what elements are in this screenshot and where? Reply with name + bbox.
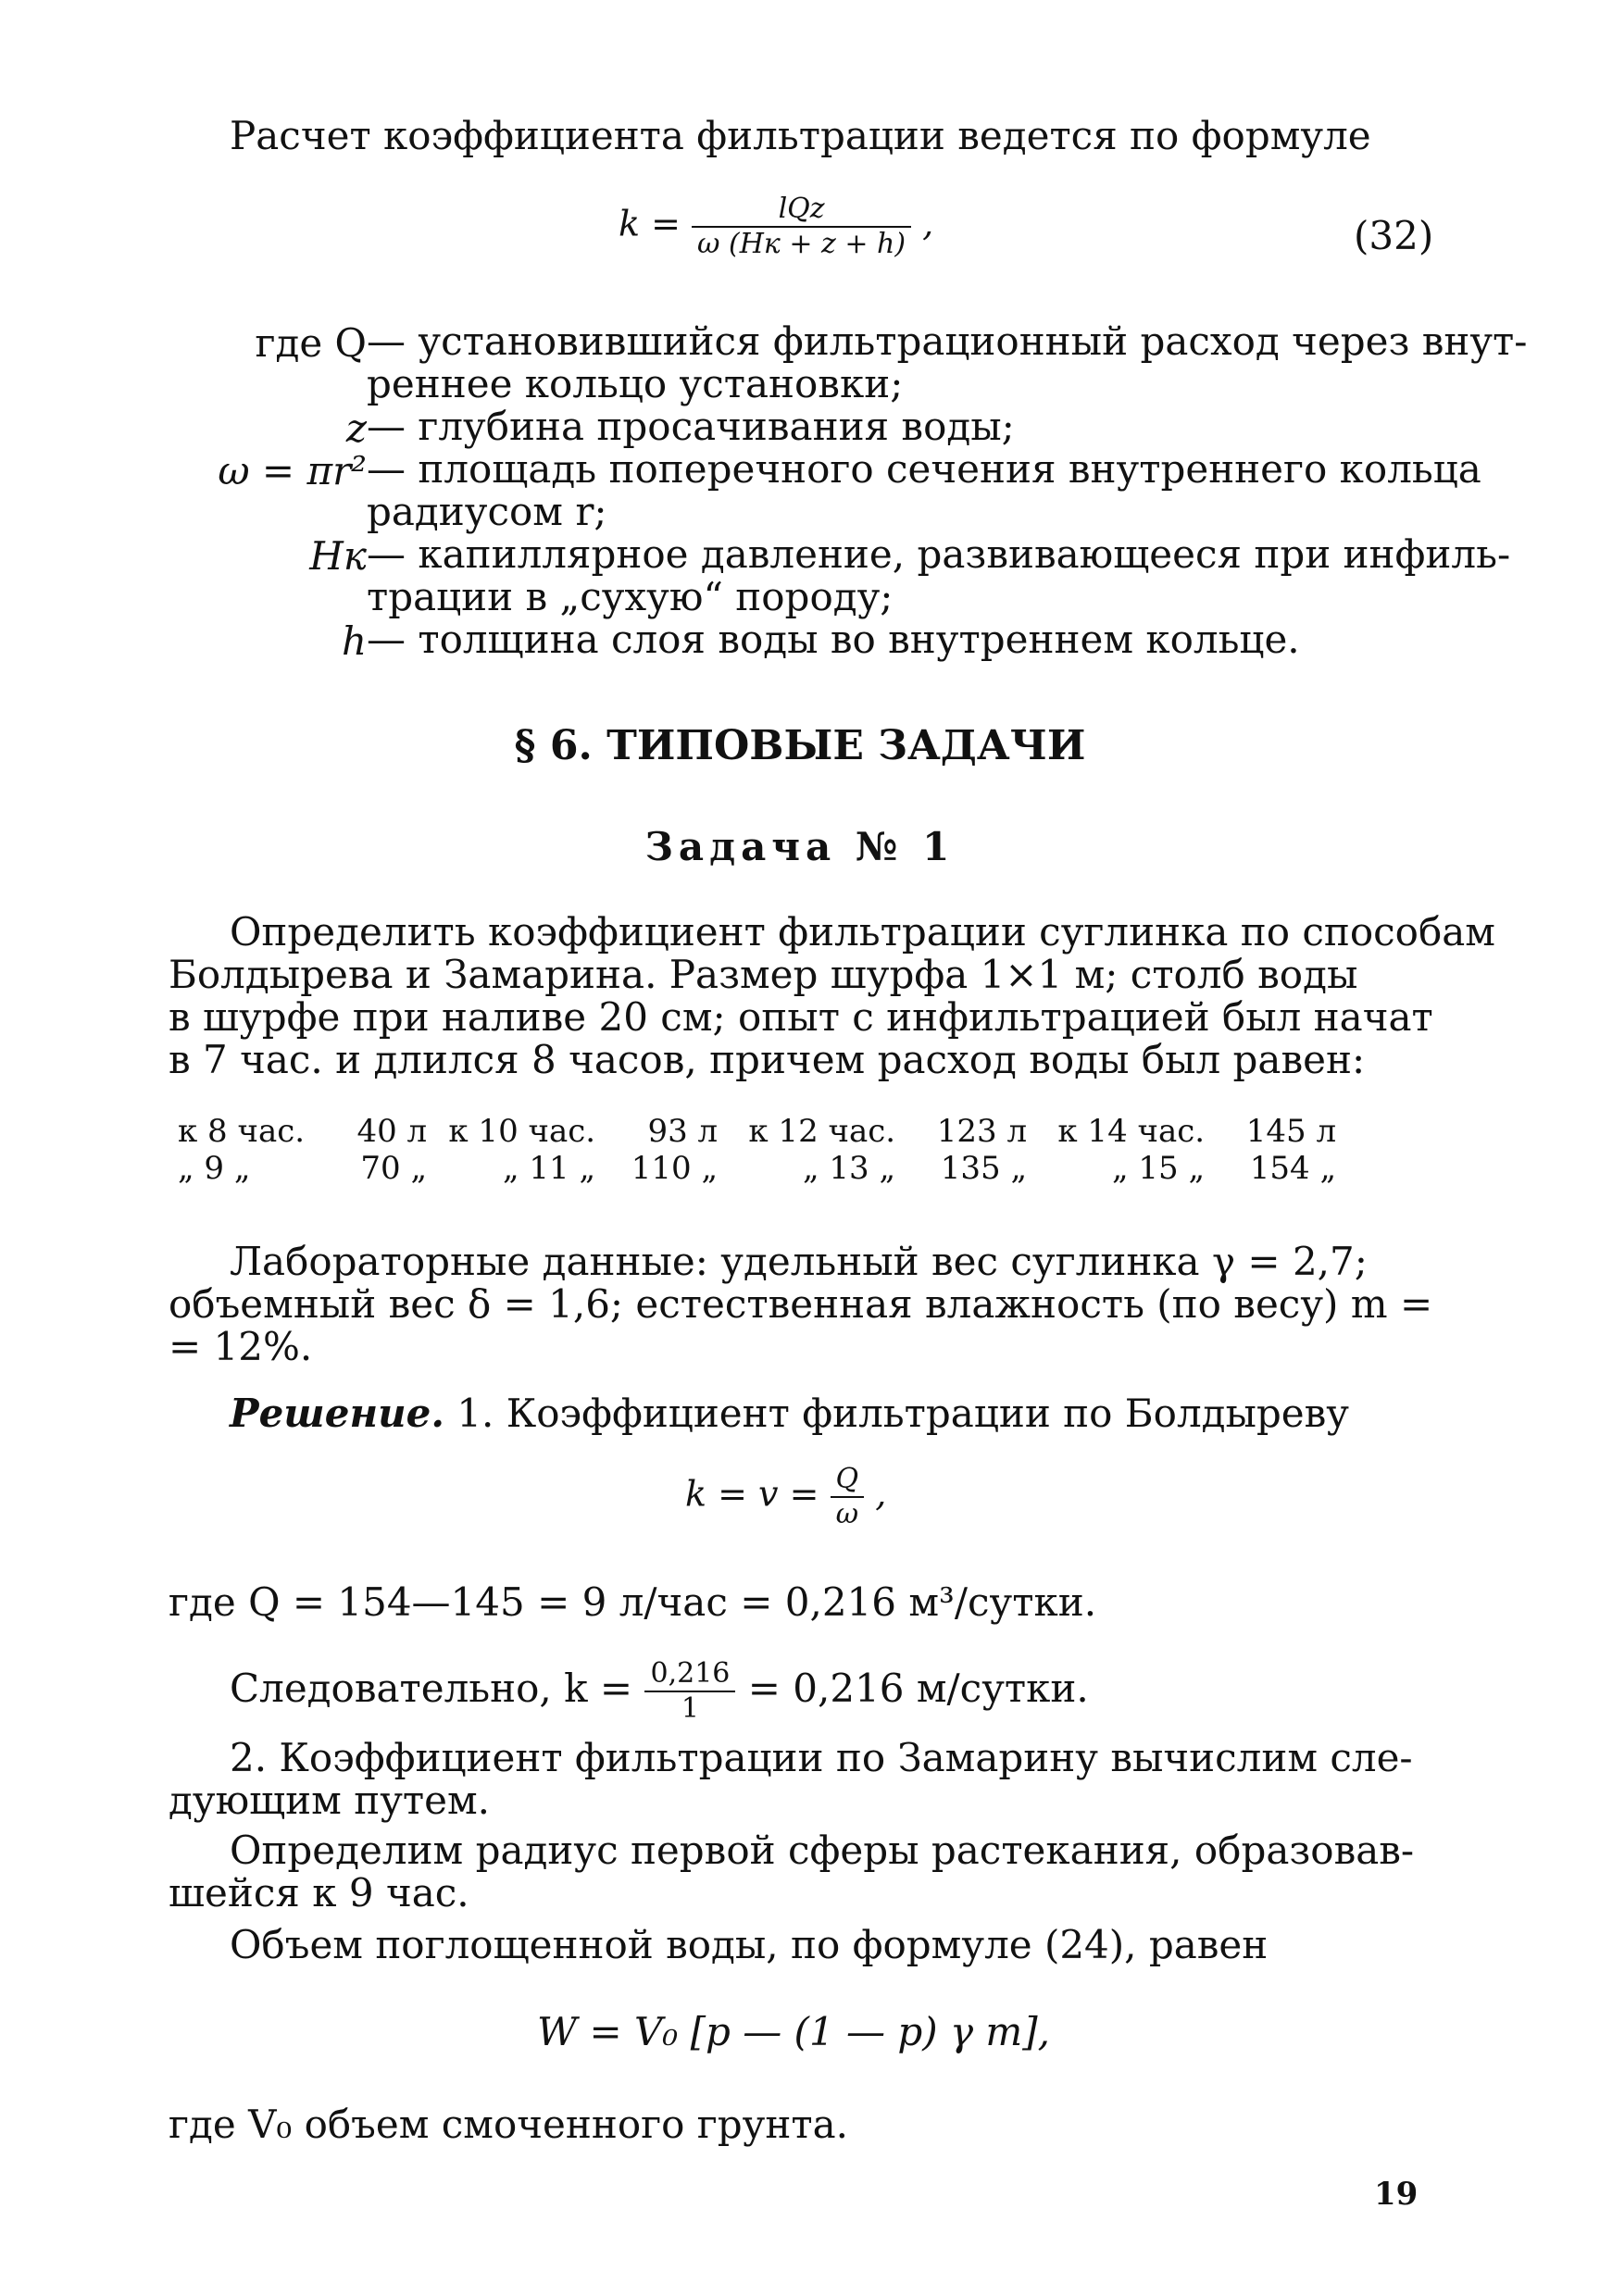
radius-text-line: шейся к 9 час.	[169, 1870, 469, 1915]
flow-table	[172, 1113, 1342, 1187]
table-cell: 40 л	[356, 1113, 428, 1150]
table-row	[172, 1113, 1342, 1150]
table-cell: 70 „	[360, 1150, 428, 1187]
hence-numerator: 0,216	[644, 1657, 735, 1692]
where-v-text: где V₀ объем смоченного грунта.	[169, 2102, 848, 2147]
hence-suffix: = 0,216 м/сутки.	[747, 1666, 1089, 1711]
hence-fraction	[644, 1657, 735, 1726]
task-text-line: Определить коэффициент фильтрации суглинка по способам	[230, 909, 1495, 955]
formula-32-denominator: ω (Hк + z + h)	[697, 228, 906, 260]
definition-term: z	[345, 406, 367, 451]
formula-boldyrev-tail: ,	[875, 1473, 887, 1515]
task-text-line: Болдырева и Замарина. Размер шурфа 1×1 м; столб воды	[169, 952, 1358, 997]
definition-desc: — толщина слоя воды во внутреннем кольце.	[367, 617, 1300, 662]
definition-desc: — капиллярное давление, развивающееся при инфиль-	[367, 531, 1511, 577]
table-row	[172, 1150, 1342, 1187]
formula-boldyrev-lhs: k = v =	[685, 1473, 819, 1515]
hence-denominator: 1	[681, 1692, 699, 1725]
formula-32-tail: ,	[922, 203, 934, 244]
radius-text-line: Определим радиус первой сферы растекания, образовав-	[230, 1828, 1415, 1873]
table-cell: 110 „	[631, 1150, 719, 1187]
table-cell: „ 11 „	[503, 1150, 596, 1187]
lab-text-line: Лабораторные данные: удельный вес суглинка γ = 2,7;	[230, 1239, 1368, 1284]
table-cell: 123 л	[936, 1113, 1028, 1150]
solution-step-2-line: 2. Коэффициент фильтрации по Замарину вычислим сле-	[230, 1735, 1413, 1780]
table-cell: к 8 час.	[178, 1113, 306, 1150]
formula-32-fraction	[692, 193, 911, 261]
table-cell: к 12 час.	[748, 1113, 896, 1150]
task-heading: Задача № 1	[644, 824, 956, 869]
lab-text-line: объемный вес δ = 1,6; естественная влажность (по весу) m =	[169, 1281, 1433, 1327]
definition-desc: — площадь поперечного сечения внутреннего кольца	[367, 446, 1481, 492]
table-cell: 154 „	[1249, 1150, 1337, 1187]
formula-boldyrev	[685, 1463, 886, 1531]
lab-text-line: = 12%.	[169, 1324, 313, 1369]
section-heading: § 6. ТИПОВЫЕ ЗАДАЧИ	[514, 722, 1086, 769]
volume-text: Объем поглощенной воды, по формуле (24), равен	[230, 1922, 1269, 1967]
formula-32	[619, 193, 933, 261]
definition-desc: — глубина просачивания воды;	[367, 404, 1015, 449]
definition-term: где Q	[255, 320, 367, 366]
table-cell: 135 „	[940, 1150, 1028, 1187]
table-cell: к 10 час.	[448, 1113, 596, 1150]
definition-term: ω = πr²	[218, 448, 367, 493]
formula-boldyrev-denominator: ω	[835, 1498, 859, 1530]
formula-boldyrev-fraction	[831, 1463, 865, 1531]
intro-text: Расчет коэффициента фильтрации ведется по формуле	[230, 113, 1371, 158]
task-text-line: в шурфе при наливе 20 см; опыт с инфильтрацией был начат	[169, 994, 1433, 1040]
where-q-text: где Q = 154—145 = 9 л/час = 0,216 м³/сутки.	[169, 1579, 1097, 1625]
formula-32-numerator: lQz	[692, 193, 911, 228]
table-cell: „ 9 „	[178, 1150, 251, 1187]
solution-step-2-line: дующим путем.	[169, 1778, 491, 1823]
solution-label: Решение.	[230, 1391, 444, 1436]
formula-w: W = V₀ [p — (1 — p) γ m],	[537, 2009, 1050, 2054]
definition-desc: реннее кольцо установки;	[367, 361, 904, 406]
table-cell: 93 л	[647, 1113, 719, 1150]
formula-32-lhs: k =	[619, 203, 681, 244]
formula-boldyrev-numerator: Q	[831, 1463, 865, 1498]
hence-line	[230, 1657, 1089, 1726]
hence-prefix: Следовательно, k =	[230, 1666, 633, 1711]
solution-step-1: 1. Коэффициент фильтрации по Болдыреву	[456, 1391, 1350, 1436]
solution-line	[230, 1392, 1349, 1435]
equation-number: (32)	[1354, 213, 1434, 258]
table-cell: „ 13 „	[803, 1150, 896, 1187]
definition-desc: — установившийся фильтрационный расход через внут-	[367, 318, 1528, 364]
table-cell: к 14 час.	[1057, 1113, 1206, 1150]
page-number: 19	[1374, 2176, 1419, 2213]
definition-desc: радиусом r;	[367, 489, 607, 534]
definition-term: Hк	[309, 533, 367, 579]
task-text-line: в 7 час. и длился 8 часов, причем расход воды был равен:	[169, 1037, 1366, 1082]
table-cell: „ 15 „	[1112, 1150, 1206, 1187]
definition-desc: трации в „сухую“ породу;	[367, 574, 894, 619]
table-cell: 145 л	[1245, 1113, 1337, 1150]
definition-term: h	[341, 618, 367, 664]
